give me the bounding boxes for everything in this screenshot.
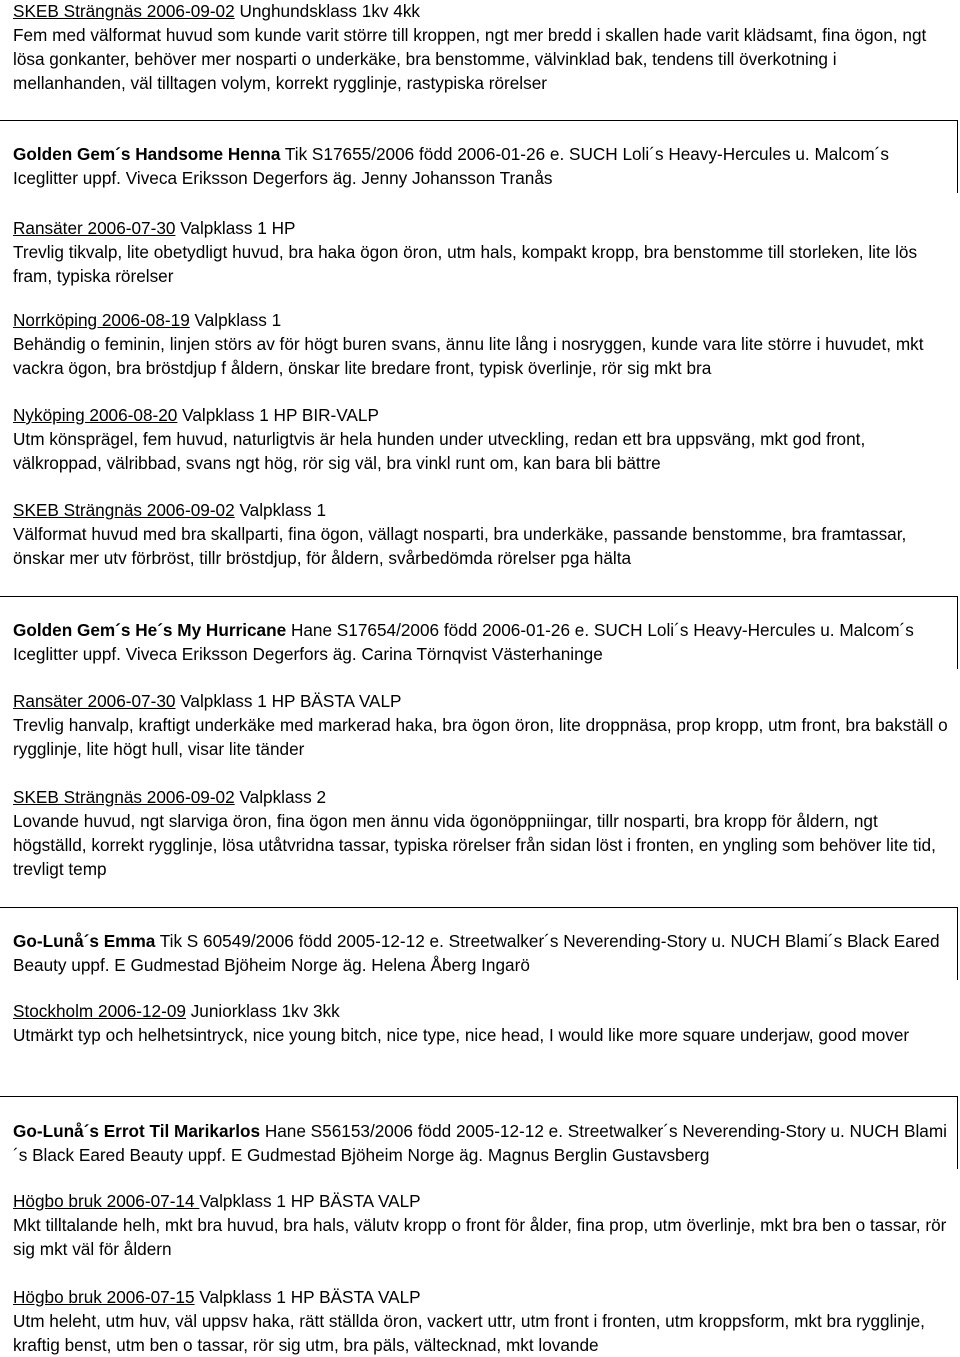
show-critique: Utm könsprägel, fem huvud, naturligtvis är hela hunden under utveckling, redan ett bra uppsväng, mkt god front, välkroppad, välribbad, svans ngt hög, rör sig väl, bra vinkl runt om, kan bara bli bättre — [13, 429, 866, 473]
show-result: Unghundsklass 1kv 4kk — [234, 1, 421, 21]
dog-details: Hane S56153/2006 född 2005-12-12 e. Streetwalker´s Neverending-Story u. NUCH Blami´s Black Eared Beauty uppf. E Gudmestad Bjöheim Norge äg. Magnus Berglin Gustavsberg — [13, 1121, 947, 1165]
show-entry — [13, 689, 953, 761]
dog-name: Go-Lunå´s Errot Til Marikarlos — [13, 1121, 261, 1141]
dog-header — [0, 597, 958, 669]
show-critique: Mkt tilltalande helh, mkt bra huvud, bra hals, välutv kropp o front för ålder, fina prop, utm överlinje, mkt bra ben o tassar, rör sig mkt väl för åldern — [13, 1215, 947, 1259]
dog-entry-hurricane — [0, 596, 958, 669]
show-entry — [13, 785, 953, 881]
show-result: Valpklass 1 — [189, 310, 282, 330]
show-heading — [13, 0, 953, 23]
dog-entry-emma — [0, 907, 958, 980]
dog-details: Tik S 60549/2006 född 2005-12-12 e. Streetwalker´s Neverending-Story u. NUCH Blami´s Black Eared Beauty uppf. E Gudmestad Bjöheim Norge äg. Helena Åberg Ingarö — [13, 931, 940, 975]
show-critique: Utm heleht, utm huv, väl uppsv haka, rätt ställda öron, vackert uttr, utm front i fronten, utm kroppsform, mkt bra rygglinje, kraftig benst, utm ben o tassar, rör sig utm, bra päls, vältecknad, mkt lovande — [13, 1311, 925, 1355]
show-link[interactable]: Högbo bruk 2006-07-15 — [13, 1287, 195, 1307]
show-entry — [13, 308, 953, 380]
dog-entry-marikarlos — [0, 1096, 958, 1169]
show-result: Valpklass 1 HP BIR-VALP — [177, 405, 379, 425]
show-critique: Fem med välformat huvud som kunde varit större till kroppen, ngt mer bredd i skallen hade varit klädsamt, fina ögon, ngt lösa gonkanter, behöver mer nosparti o underkäke, bra benstomme, välvinklad bak, tendens till överkotning i mellanhanden, väl tilltagen volym, korrekt rygglinje, rastypiska rörelser — [13, 25, 927, 93]
show-entry — [13, 999, 953, 1047]
show-entry — [13, 1285, 953, 1357]
show-link[interactable]: SKEB Strängnäs 2006-09-02 — [13, 500, 235, 520]
dog-header — [0, 1097, 958, 1169]
show-link[interactable]: Norrköping 2006-08-19 — [13, 310, 190, 330]
show-result: Valpklass 2 — [234, 787, 327, 807]
show-result: Juniorklass 1kv 3kk — [185, 1001, 340, 1021]
show-link[interactable]: Ransäter 2006-07-30 — [13, 691, 176, 711]
dog-entry-henna — [0, 120, 958, 193]
show-result: Valpklass 1 HP BÄSTA VALP — [194, 1287, 421, 1307]
intro-section — [13, 0, 953, 95]
show-result: Valpklass 1 — [234, 500, 327, 520]
show-link[interactable]: Ransäter 2006-07-30 — [13, 218, 176, 238]
dog-name: Golden Gem´s Handsome Henna — [13, 144, 281, 164]
show-result: Valpklass 1 HP — [175, 218, 296, 238]
show-critique: Lovande huvud, ngt slarviga öron, fina ögon men ännu vida ögonöppniingar, tillr nosparti, bra kropp för åldern, ngt högställd, korrekt rygglinje, lösa utåtvridna tassar, typiska rörelser från sidan löst i fronten, en yngling som behöver lite tid, trevligt temp — [13, 811, 936, 879]
show-entry — [13, 1189, 953, 1261]
show-link[interactable]: Högbo bruk 2006-07-14 — [13, 1191, 200, 1211]
dog-details: Tik S17655/2006 född 2006-01-26 e. SUCH Loli´s Heavy-Hercules u. Malcom´s Iceglitter uppf. Viveca Eriksson Degerfors äg. Jenny Johansson Tranås — [13, 144, 889, 188]
show-link[interactable]: Stockholm 2006-12-09 — [13, 1001, 186, 1021]
show-link[interactable]: SKEB Strängnäs 2006-09-02 — [13, 787, 235, 807]
show-critique: Trevlig tikvalp, lite obetydligt huvud, bra haka ögon öron, utm hals, kompakt kropp, bra benstomme till storleken, lite lös fram, typiska rörelser — [13, 242, 918, 286]
dog-header — [0, 121, 958, 193]
dog-name: Go-Lunå´s Emma — [13, 931, 156, 951]
show-result: Valpklass 1 HP BÄSTA VALP — [199, 1191, 421, 1211]
show-critique: Välformat huvud med bra skallparti, fina ögon, vällagt nosparti, bra underkäke, passande benstomme, bra framtassar, önskar mer utv förbröst, tillr bröstdjup, för åldern, svårbedömda rörelser pga hälta — [13, 524, 907, 568]
show-critique: Behändig o feminin, linjen störs av för högt buren svans, ännu lite lång i nosryggen, kunde vara lite större i huvudet, mkt vackra ögon, bra bröstdjup f åldern, önskar lite bredare front, typisk överlinje, rör sig mkt bra — [13, 334, 924, 378]
show-entry — [13, 403, 953, 475]
dog-name: Golden Gem´s He´s My Hurricane — [13, 620, 287, 640]
show-critique: Trevlig hanvalp, kraftigt underkäke med markerad haka, bra ögon öron, lite droppnäsa, prop kropp, utm front, bra bakställ o rygglinje, lite högt hull, visar lite tänder — [13, 715, 948, 759]
show-link[interactable]: SKEB Strängnäs 2006-09-02 — [13, 1, 235, 21]
show-result: Valpklass 1 HP BÄSTA VALP — [175, 691, 402, 711]
dog-header — [0, 908, 958, 980]
show-entry — [13, 498, 953, 570]
show-link[interactable]: Nyköping 2006-08-20 — [13, 405, 178, 425]
show-entry — [13, 216, 953, 288]
dog-details: Hane S17654/2006 född 2006-01-26 e. SUCH Loli´s Heavy-Hercules u. Malcom´s Iceglitter uppf. Viveca Eriksson Degerfors äg. Carina Törnqvist Västerhaninge — [13, 620, 914, 664]
show-critique: Utmärkt typ och helhetsintryck, nice young bitch, nice type, nice head, I would like more square underjaw, good mover — [13, 1025, 910, 1045]
